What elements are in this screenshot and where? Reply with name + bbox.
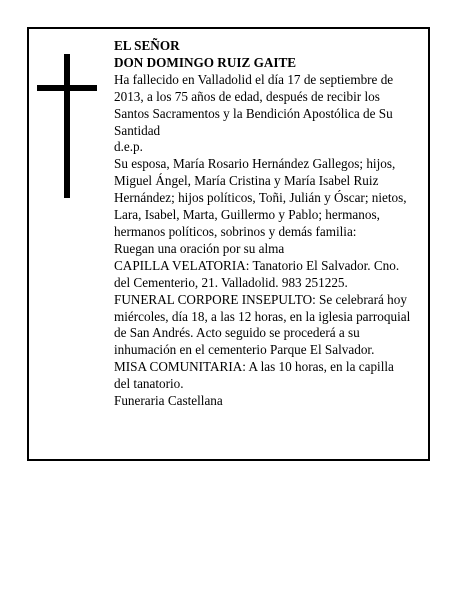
notice-line: d.e.p. — [114, 139, 143, 155]
obituary-text — [114, 38, 422, 410]
notice-line: del Cementerio, 21. Valladolid. 983 251225. — [114, 274, 348, 290]
notice-line: CAPILLA VELATORIA: Tanatorio El Salvador. Cno. — [114, 257, 400, 273]
notice-line: inhumación en el cementerio Parque El Salvador. — [114, 342, 375, 358]
notice-line: Funeraria Castellana — [114, 393, 223, 409]
notice-line: hermanos políticos, sobrinos y demás familia: — [114, 223, 357, 239]
notice-line: de San Andrés. Acto seguido se procederá a su — [114, 325, 360, 341]
notice-line: Su esposa, María Rosario Hernández Gallegos; hijos, — [114, 156, 396, 172]
notice-line: 2013, a los 75 años de edad, después de recibir los — [114, 88, 380, 104]
notice-line: Santidad — [114, 122, 161, 138]
notice-line: miércoles, día 18, a las 12 horas, en la iglesia parroquial — [114, 308, 411, 324]
heading-title: EL SEÑOR — [114, 38, 180, 53]
notice-line: Hernández; hijos políticos, Toñi, Julián y Óscar; nietos, — [114, 190, 407, 206]
notice-line: Lara, Isabel, Marta, Guillermo y Pablo; hermanos, — [114, 207, 380, 223]
notice-line: Santos Sacramentos y la Bendición Apostólica de Su — [114, 105, 393, 121]
deceased-name: DON DOMINGO RUIZ GAITE — [114, 54, 297, 70]
notice-line: Ruegan una oración por su alma — [114, 240, 285, 256]
notice-line: FUNERAL CORPORE INSEPULTO: Se celebrará hoy — [114, 291, 407, 307]
notice-line: Miguel Ángel, María Cristina y María Isabel Ruiz — [114, 173, 379, 189]
notice-line: del tanatorio. — [114, 376, 184, 392]
notice-line: MISA COMUNITARIA: A las 10 horas, en la capilla — [114, 359, 394, 375]
cross-icon — [37, 54, 97, 198]
notice-line: Ha fallecido en Valladolid el día 17 de septiembre de — [114, 71, 394, 87]
